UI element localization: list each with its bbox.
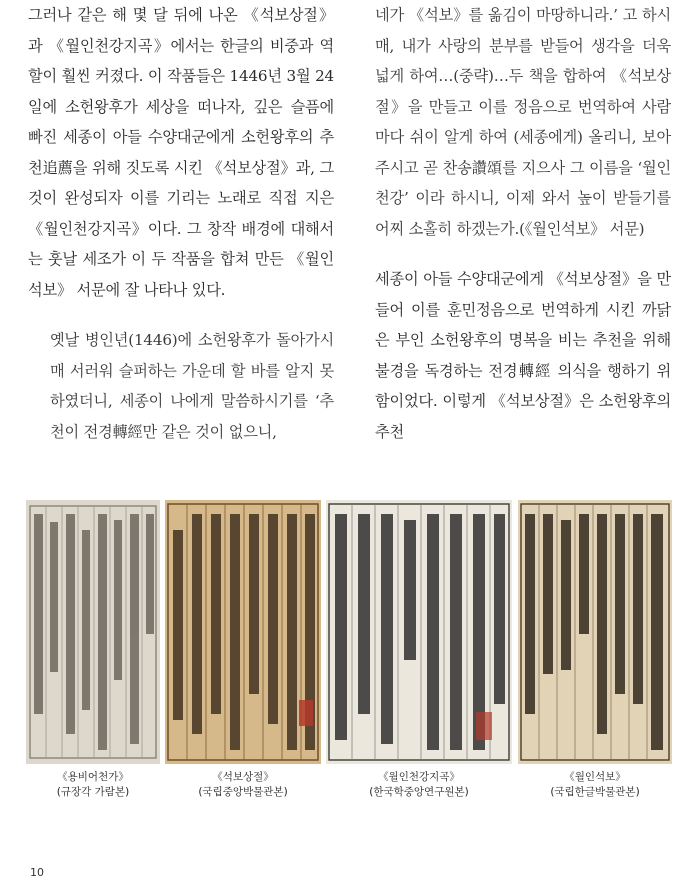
caption-yongbieocheonga xyxy=(26,770,160,800)
figure-worincheongangjigok xyxy=(326,500,512,764)
left-column xyxy=(28,0,334,447)
body-paragraph-1: 그러나 같은 해 몇 달 뒤에 나온 《석보상절》과 《월인천강지곡》에서는 한글의 비중과 역할이 훨씬 커졌다. 이 작품들은 1446년 3월 24일에 소헌왕후가 세상을 떠나자, 깊은 슬픔에 빠진 세종이 아들 수양대군에게 소헌왕후의 추천追薦을 위해 짓도록 시킨 《석보상절》과, 그것이 완성되자 이를 기리는 노래로 직접 지은 《월인천강지곡》이다. 그 창작 배경에 대해서는 훗날 세조가 이 두 작품을 합쳐 만든 《월인석보》 서문에 잘 나타나 있다. xyxy=(28,6,334,299)
document-image-seokbosangjeol xyxy=(165,500,321,764)
caption-worinseokbo xyxy=(518,770,672,800)
figure-seokbosangjeol xyxy=(165,500,321,764)
document-image-worincheongangjigok xyxy=(326,500,512,764)
document-image-yongbieocheonga xyxy=(26,500,160,764)
caption-title: 《석보상절》 xyxy=(212,771,274,783)
caption-seokbosangjeol xyxy=(165,770,321,800)
caption-source: (국립한글박물관본) xyxy=(550,786,640,798)
caption-worincheongangjigok xyxy=(326,770,512,800)
caption-source: (한국학중앙연구원본) xyxy=(369,786,469,798)
caption-title: 《용비어천가》 xyxy=(57,771,129,783)
right-column xyxy=(375,0,671,447)
document-image-worinseokbo xyxy=(518,500,672,764)
quote-paragraph-continued: 네가 《석보》를 옮김이 마땅하니라.’ 고 하시매, 내가 사랑의 분부를 받들어 생각을 더욱 넓게 하여…(중략)…두 책을 합하여 《석보상절》을 만들고 이를 정음으로 번역하여 사람마다 쉬이 알게 하여 (세종에게) 올리니, 보아 주시고 곧 찬송讚頌를 지으사 그 이름을 ‘월인천강’ 이라 하시니, 이제 와서 높이 받들기를 어찌 소홀히 하겠는가.(《월인석보》 서문) xyxy=(375,6,671,238)
caption-source: (규장각 가람본) xyxy=(56,786,130,798)
caption-title: 《월인천강지곡》 xyxy=(378,771,460,783)
caption-title: 《월인석보》 xyxy=(564,771,626,783)
body-paragraph-2: 세종이 아들 수양대군에게 《석보상절》을 만들어 이를 훈민정음으로 번역하게 시킨 까닭은 부인 소헌왕후의 명복을 비는 추천을 위해 불경을 독경하는 전경轉經 의식을 행하기 위함이었다. 이렇게 《석보상절》은 소헌왕후의 추천 xyxy=(375,270,671,441)
quote-paragraph: 옛날 병인년(1446)에 소헌왕후가 돌아가시매 서러워 슬퍼하는 가운데 할 바를 알지 못하였더니, 세종이 나에게 말씀하시기를 ‘추천이 전경轉經만 같은 것이 없으니, xyxy=(50,331,334,441)
caption-source: (국립중앙박물관본) xyxy=(198,786,288,798)
page-number: 10 xyxy=(30,866,44,879)
figure-worinseokbo xyxy=(518,500,672,764)
figure-yongbieocheonga xyxy=(26,500,160,764)
